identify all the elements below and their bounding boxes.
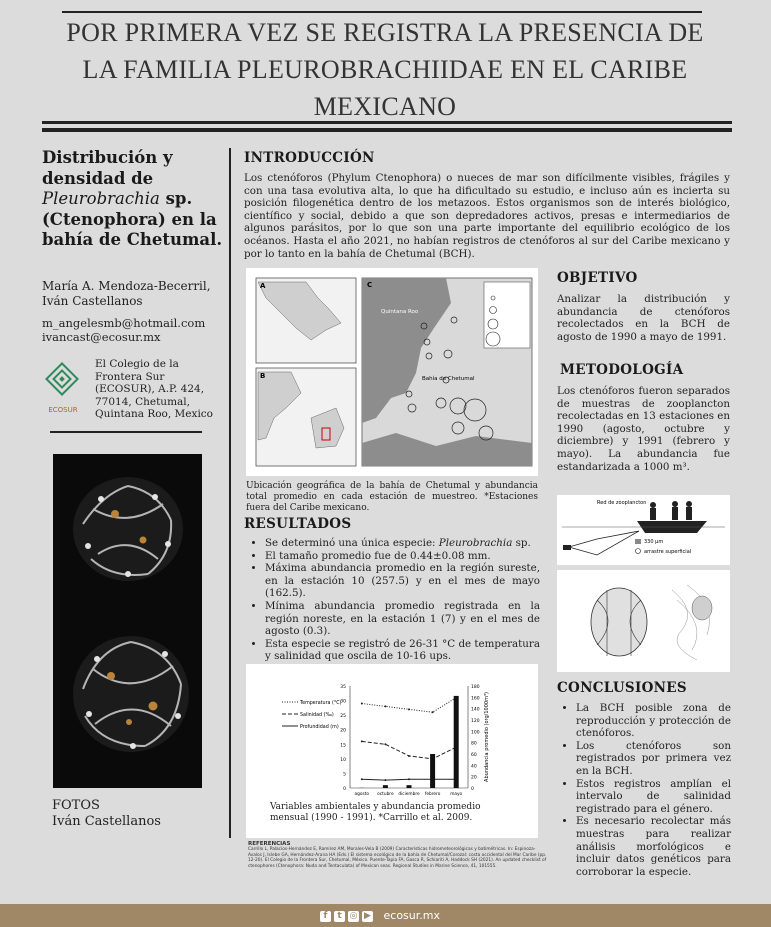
conclusions-list <box>561 702 731 878</box>
conclusion-item: • Estos registros amplían el intervalo de salinidad registrado para el género. <box>576 778 731 816</box>
conclusions-heading: CONCLUSIONES <box>557 680 687 696</box>
conclusion-item: • Los ctenóforos son registrados por primera vez en la BCH. <box>576 740 731 778</box>
method-text: Los ctenóforos fueron separados de muestras de zooplancton recolectadas en 13 estaciones en 1990 (agosto, octubre y diciembre) y 1991 (febrero y mayo). La abundancia fue estandarizada a 1000 m³. <box>557 385 730 473</box>
chart-tick-left: 30 <box>340 699 346 705</box>
subtitle-genus: Pleurobrachia <box>42 189 160 208</box>
twitter-icon[interactable]: t <box>334 911 345 922</box>
chart-point <box>408 708 410 710</box>
results-heading: RESULTADOS <box>244 516 352 532</box>
chart-caption: Variables ambientales y abundancia promedio mensual (1990 - 1991). *Carrillo et al. 2009. <box>270 802 481 823</box>
chart-tick-right: 60 <box>471 753 477 758</box>
chart-tick-x: agosto <box>354 792 370 797</box>
institution: El Colegio de la Frontera Sur (ECOSUR), A.P. 424, 77014, Chetumal, Quintana Roo, Mexico <box>95 358 214 420</box>
chart-tick-left: 35 <box>340 685 346 690</box>
objective-text: Analizar la distribución y abundancia de ctenóforos recolectados en la BCH de agosto de 1990 a mayo de 1991. <box>557 293 730 343</box>
photos-author: Iván Castellanos <box>52 814 161 829</box>
subtitle-part2: sp. (Ctenophora) en la bahía de Chetumal. <box>42 189 223 249</box>
chart-tick-x: octubre <box>377 792 394 797</box>
ecosur-logo-text: ECOSUR <box>48 406 78 414</box>
title-bottom-rule-thick <box>42 121 732 124</box>
chart-point <box>408 778 410 780</box>
chart-tick-right: 40 <box>471 764 477 770</box>
chart-point <box>361 740 363 742</box>
footer-site[interactable]: ecosur.mx <box>383 909 440 922</box>
sampling-figure <box>557 495 730 565</box>
panel-c-label: C <box>367 281 373 289</box>
results-list <box>250 537 540 663</box>
chart-legend-label: Salinidad (‰) <box>300 713 334 718</box>
footer-bar <box>0 904 771 927</box>
qroo-label: Quintana Roo <box>381 309 419 315</box>
mesh-label: 330 µm <box>644 539 664 545</box>
result-item: • Esta especie se registró de 26-31 °C de temperatura y salinidad que oscila de 10-16 ups. <box>265 638 540 663</box>
chart-point <box>384 743 386 745</box>
boat-net-icon <box>557 495 730 565</box>
chart-tick-right: 180 <box>471 685 480 690</box>
chart-tick-left: 10 <box>340 757 346 763</box>
chart-point <box>432 711 434 713</box>
net-label: Red de zooplancton <box>597 500 647 506</box>
ctenophore-2 <box>73 636 189 752</box>
references-heading: REFERENCIAS <box>248 841 291 847</box>
chart-legend-label: Profundidad (m) <box>300 725 339 730</box>
chart-point <box>361 778 363 780</box>
youtube-icon[interactable]: ▶ <box>362 911 373 922</box>
chart-tick-right: 0 <box>471 787 474 792</box>
map-figure <box>246 268 538 476</box>
result-item: • El tamaño promedio fue de 0.44±0.08 mm. <box>265 550 540 563</box>
ctenophore-diagram <box>557 570 730 672</box>
intro-text: Los ctenóforos (Phylum Ctenophora) o nueces de mar son difícilmente visibles, frágiles y con una tasa evolutiva alta, lo que ha dificultado su estudio, e incluso aún es incierta su posición filogenética dentro de los metazoos. Estos organismos son de interés biológico, científico y social, debido a que son depredadores activos, presas e intermediarios de algunos parásitos, por lo que son una parte importante del equilibrio ecológico de los océanos. Hasta el año 2021, no habían registros de ctenóforos al sur del Caribe mexicano y por lo tanto en la bahía de Chetumal (BCH). <box>244 172 730 260</box>
panel-b-label: B <box>260 372 266 380</box>
author-1: María A. Mendoza-Becerril, <box>42 279 211 293</box>
panel-a-label: A <box>260 282 266 290</box>
ecosur-logo-icon <box>42 362 84 402</box>
poster-title: POR PRIMERA VEZ SE REGISTRA LA PRESENCIA DE LA FAMILIA PLEUROBRACHIIDAE EN EL CARIBE MEXICANO <box>66 18 704 121</box>
references-text: Carrillo L, Palacios-Hernández E, Ramírez AM, Morales-Vela B (2009) Características hidrometeorológicas y batimétricas. In: Espinoza-Avalos J, Islebe GA, Hernández-Arana HA (Eds.) El sistema ecológico de la bahía de Chetumal/Corozal: costa occidental del Mar Caribe (pp. 12-20). El Colegio de la Frontera Sur, Chetumal, México. Puente-Tapia FA, Gasca R, Schiariti A, Haddock SH (2021). An updated checklist of ctenophores (Ctenophora: Nuda and Tentaculata) of Mexican seas. Regional Studies in Marine Science, 41, 101555. <box>248 847 547 869</box>
chart-tick-left: 15 <box>340 743 346 749</box>
ctenophore-1 <box>73 477 183 581</box>
chart-tick-left: 25 <box>340 714 346 720</box>
chart-tick-left: 20 <box>340 728 346 734</box>
chart-tick-left: 5 <box>343 772 346 778</box>
result-item: • Se determinó una única especie: Pleurobrachia sp. <box>265 537 540 550</box>
left-divider <box>50 431 202 433</box>
facebook-icon[interactable]: f <box>320 911 331 922</box>
chart-bar <box>454 696 459 788</box>
objective-heading: OBJETIVO <box>557 270 638 286</box>
result-item: • Mínima abundancia promedio registrada en la región noreste, en la estación 1 (7) y en el mes de agosto (0.3). <box>265 600 540 638</box>
chart-svg <box>246 664 538 802</box>
chart-bar <box>407 785 412 788</box>
map-svg <box>246 268 538 476</box>
chart-point <box>384 705 386 707</box>
chart-figure <box>246 664 538 838</box>
chart-tick-right: 20 <box>471 775 477 781</box>
photos-label: FOTOS <box>52 798 100 813</box>
bahia-label: Bahía de Chetumal <box>422 376 475 382</box>
emails <box>42 317 227 344</box>
chart-point <box>361 702 363 704</box>
chart-tick-right: 160 <box>471 696 480 702</box>
morphology-figure <box>557 570 730 672</box>
chart-legend-label: Temperatura (°C) <box>300 701 342 706</box>
chart-tick-left: 0 <box>343 787 346 792</box>
chart-tick-x: febrero <box>424 792 441 797</box>
title-top-rule <box>62 11 702 13</box>
chart-point <box>384 779 386 781</box>
author-2: Iván Castellanos <box>42 293 143 308</box>
intro-heading: INTRODUCCIÓN <box>244 150 375 166</box>
chart-point <box>408 755 410 757</box>
email-1[interactable]: m_angelesmb@hotmail.com <box>42 316 206 330</box>
authors <box>42 279 227 308</box>
references <box>248 842 548 869</box>
column-divider <box>229 148 231 838</box>
method-heading: METODOLOGÍA <box>560 362 684 378</box>
instagram-icon[interactable]: ◎ <box>349 910 358 921</box>
chart-tick-right: 120 <box>471 719 480 724</box>
conclusion-item: • La BCH posible zona de reproducción y protección de ctenóforos. <box>576 702 731 740</box>
chart-tick-right: 80 <box>471 741 477 747</box>
ecosur-logo <box>42 362 84 412</box>
photos-credit <box>52 798 161 830</box>
chart-tick-right: 140 <box>471 707 480 713</box>
tow-label: arrastre superficial <box>644 549 692 555</box>
subtitle-part1: Distribución y densidad de <box>42 148 173 188</box>
map-caption: Ubicación geográfica de la bahía de Chetumal y abundancia total promedio en cada estación de muestreo. *Estaciones fuera del Caribe mexicano. <box>246 481 538 513</box>
email-2[interactable]: ivancast@ecosur.mx <box>42 329 161 344</box>
left-subtitle <box>42 148 227 251</box>
footer-content <box>320 909 440 922</box>
chart-tick-right: 100 <box>471 730 480 736</box>
conclusion-item: • Es necesario recolectar más muestras para realizar análisis morfológicos e incluir datos genéticos para corroborar la especie. <box>576 815 731 878</box>
chart-tick-x: mayo <box>450 792 463 797</box>
chart-bar <box>430 754 435 788</box>
chart-ylabel-right: Abundancia promedio (org/1000m³) <box>484 692 490 782</box>
title-bottom-rule-thin <box>42 128 732 132</box>
ctenophore-image <box>53 454 202 788</box>
ctenophore-photos <box>53 454 202 788</box>
chart-bar <box>383 785 388 788</box>
result-item: • Máxima abundancia promedio en la región sureste, en la estación 10 (257.5) y en el mes de mayo (162.5). <box>265 562 540 600</box>
chart-tick-x: diciembre <box>398 792 420 797</box>
